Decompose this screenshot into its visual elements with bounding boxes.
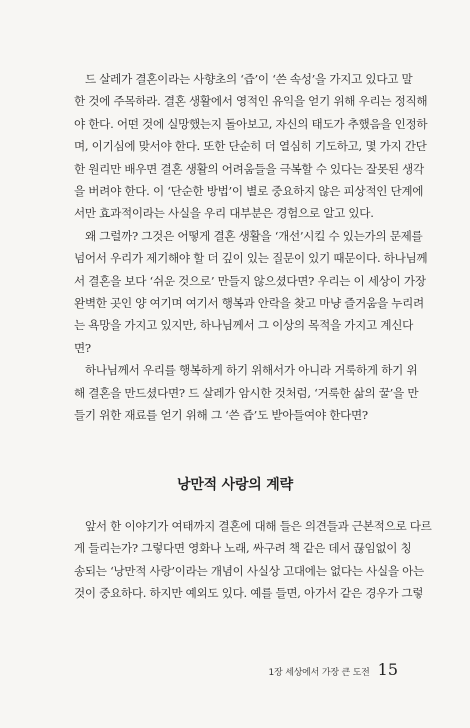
text-line: 드 살레가 결혼이라는 사향초의 ‘즙’이 ‘쓴 속성’을 가지고 있다고 말 — [85, 72, 413, 86]
running-head: 1장 세상에서 가장 큰 도전 — [268, 668, 370, 678]
paragraph — [74, 359, 419, 426]
text-line: 앞서 한 이야기가 여태까지 결혼에 대해 들은 의견들과 근본적으로 다르 — [85, 519, 432, 533]
text-line: 하나님께서 우리를 행복하게 하기 위해서가 아니라 거룩하게 하기 위 — [85, 363, 418, 378]
body-text-top — [74, 68, 428, 427]
text-line: 면? — [74, 340, 91, 355]
text-line: 넘어서 우리가 제기해야 할 더 깊이 있는 질문이 있기 때문이다. 하나님께 — [74, 251, 428, 266]
text-line: 한 것에 주목하라. 결혼 생활에서 영적인 유익을 얻기 위해 우리는 정직해 — [74, 94, 428, 109]
text-line: 며, 이기심에 맞서야 한다. 또한 단순히 더 열심히 기도하고, 몇 가지 간단 — [74, 139, 427, 154]
text-line: 게 들리는가? 그렇다면 영화나 노래, 싸구려 책 같은 데서 끊임없이 칭 — [74, 541, 412, 556]
page-footer — [269, 660, 398, 679]
paragraph — [74, 68, 428, 225]
text-line: 한 원리만 배우면 결혼 생활의 어려움들을 극복할 수 있다는 잘못된 생각 — [74, 161, 424, 176]
text-line: 서 결혼을 보다 ‘쉬운 것으로’ 만들지 않으셨다면? 우리는 이 세상이 가장 — [74, 273, 426, 288]
text-line: 들기 위한 재료를 얻기 위해 그 ‘쓴 즙’도 받아들여야 한다면? — [74, 408, 368, 423]
text-line: 완벽한 곳인 양 여기며 여기서 행복과 안락을 찾고 마냥 즐거움을 누리려 — [74, 296, 424, 311]
paragraph — [74, 515, 432, 605]
text-line: 것이 중요하다. 하지만 예외도 있다. 예를 들면, 아가서 같은 경우가 그렇 — [74, 586, 424, 601]
text-line: 을 버려야 한다. 이 ‘단순한 방법’이 별로 중요하지 않은 피상적인 단계에 — [74, 184, 424, 199]
text-line: 는 욕망을 가지고 있지만, 하나님께서 그 이상의 목적을 가지고 계신다 — [74, 318, 414, 333]
body-text-bottom — [74, 515, 432, 605]
text-line: 야 한다. 어떤 것에 실망했는지 돌아보고, 자신의 태도가 추했음을 인정하 — [74, 116, 428, 131]
paragraph — [74, 225, 428, 359]
page-number: 15 — [377, 660, 398, 679]
text-line: 왜 그럴까? 그것은 어떻게 결혼 생활을 ‘개선’시킬 수 있는가의 문제를 — [85, 228, 423, 243]
text-line: 송되는 ‘낭만적 사랑’이라는 개념이 사실상 고대에는 없다는 사실을 아는 — [74, 563, 424, 578]
text-line: 서만 효과적이라는 사실을 우리 대부분은 경험으로 알고 있다. — [74, 206, 374, 221]
text-line: 해 결혼을 만드셨다면? 드 살레가 암시한 것처럼, ‘거룩한 삶의 꿀’을 만 — [74, 385, 419, 400]
section-heading: 낭만적 사랑의 계략 — [177, 477, 293, 493]
